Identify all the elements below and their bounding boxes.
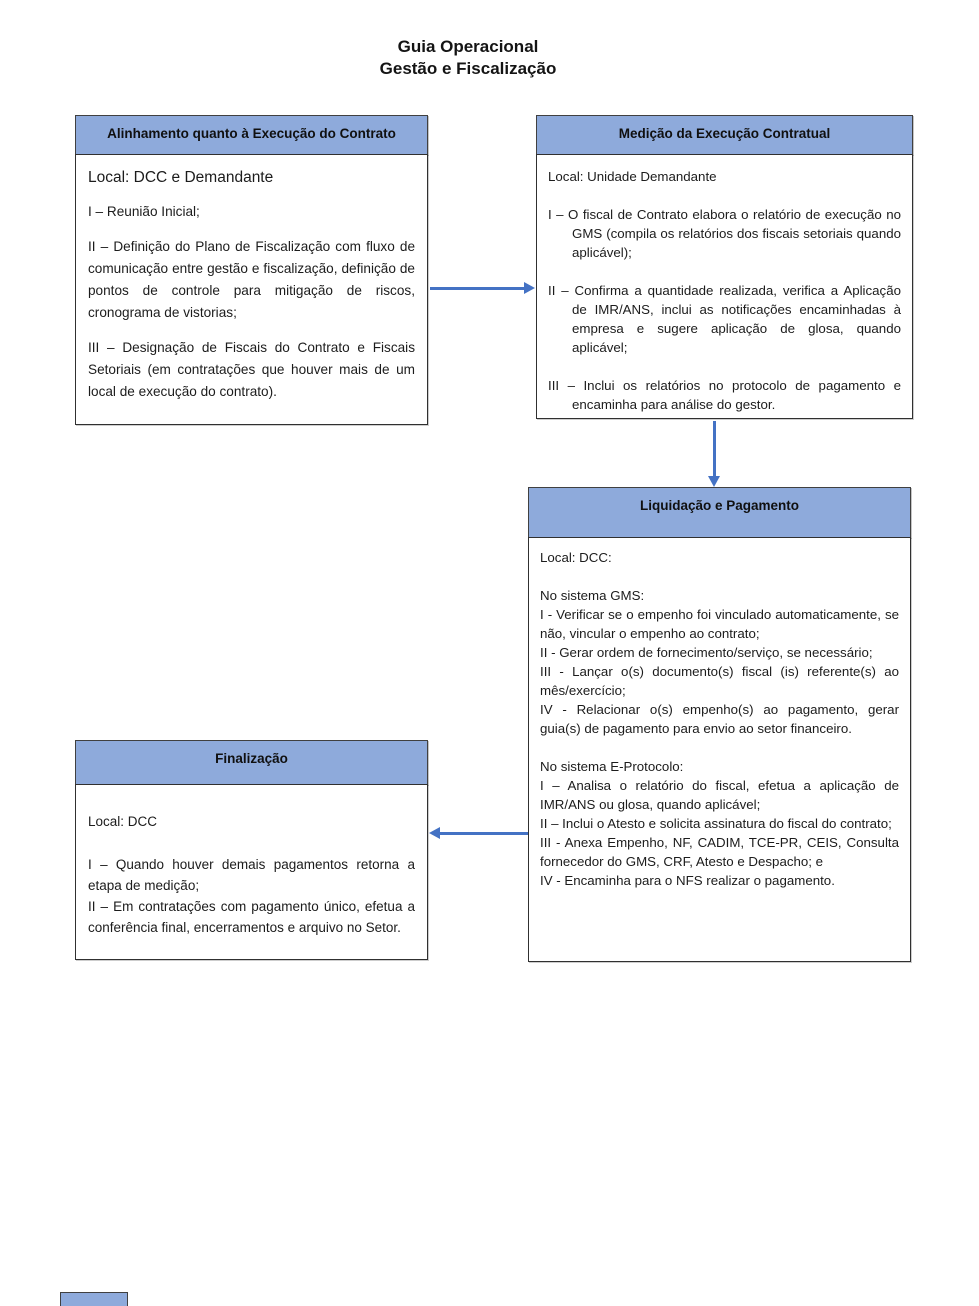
box-liquidacao-eprotocolo-item-3: III - Anexa Empenho, NF, CADIM, TCE-PR, CEIS, Consulta fornecedor do GMS, CRF, Atesto e Despacho; e	[540, 835, 899, 869]
page-title-line1: Guia Operacional	[397, 37, 539, 56]
box-finalizacao-item-1: I – Quando houver demais pagamentos retorna a etapa de medição;	[88, 857, 415, 893]
box-medicao-item-3: III – Inclui os relatórios no protocolo de pagamento e encaminha para análise do gestor.	[548, 378, 901, 412]
box-liquidacao-eprotocolo-item-2: II – Inclui o Atesto e solicita assinatura do fiscal do contrato;	[540, 816, 892, 831]
box-alinhamento-item-1: I – Reunião Inicial;	[88, 204, 200, 219]
box-liquidacao-eprotocolo-item-4: IV - Encaminha para o NFS realizar o pagamento.	[540, 873, 835, 888]
box-finalizacao-local: Local: DCC	[88, 814, 158, 829]
box-alinhamento-item-3: III – Designação de Fiscais do Contrato e Fiscais Setoriais (em contratações que houver mais de um local de execução do contrato).	[88, 340, 415, 399]
box-liquidacao-eprotocolo-item-1: I – Analisa o relatório do fiscal, efetua a aplicação de IMR/ANS ou glosa, quando aplicável;	[540, 778, 899, 812]
box-liquidacao-local: Local: DCC:	[540, 550, 612, 565]
box-medicao-item-2: II – Confirma a quantidade realizada, verifica a Aplicação de IMR/ANS, inclui as notificações encaminhadas à empresa e sugere aplicação de glosa, quando aplicável;	[548, 283, 901, 355]
box-liquidacao-gms-item-3: III - Lançar o(s) documento(s) fiscal (is) referente(s) ao mês/exercício;	[540, 664, 899, 698]
box-liquidacao-gms-heading: No sistema GMS:	[540, 588, 645, 603]
box-alinhamento-local: Local: DCC e Demandante	[88, 169, 274, 186]
box-liquidacao-gms-item-2: II - Gerar ordem de fornecimento/serviço, se necessário;	[540, 645, 873, 660]
box-finalizacao-body	[75, 784, 428, 960]
box-medicao-item-1: I – O fiscal de Contrato elabora o relatório de execução no GMS (compila os relatórios dos fiscais setoriais quando aplicável);	[548, 207, 901, 260]
box-finalizacao-header: Finalização	[75, 740, 428, 785]
arrow-down-icon	[708, 476, 720, 487]
box-finalizacao	[75, 740, 428, 960]
next-box-fragment	[60, 1292, 128, 1306]
box-liquidacao	[528, 487, 911, 962]
box-alinhamento-header: Alinhamento quanto à Execução do Contrato	[75, 115, 428, 155]
arrow-left-icon	[429, 827, 440, 839]
arrow-left-line	[440, 832, 528, 835]
box-liquidacao-section-gms	[540, 586, 899, 738]
box-medicao-local: Local: Unidade Demandante	[548, 169, 717, 184]
box-alinhamento-item-2: II – Definição do Plano de Fiscalização com fluxo de comunicação entre gestão e fiscalização, definição de pontos de controle para mitigação de riscos, cronograma de vistorias;	[88, 239, 415, 320]
arrow-down-line	[713, 421, 716, 477]
box-liquidacao-eprotocolo-heading: No sistema E-Protocolo:	[540, 759, 684, 774]
box-medicao-body	[536, 154, 913, 419]
page-title-line2: Gestão e Fiscalização	[379, 59, 557, 78]
box-medicao-header: Medição da Execução Contratual	[536, 115, 913, 155]
page-title	[0, 36, 936, 80]
box-liquidacao-gms-item-1: I - Verificar se o empenho foi vinculado automaticamente, se não, vincular o empenho ao contrato;	[540, 607, 899, 641]
box-liquidacao-section-eprotocolo	[540, 757, 899, 890]
box-finalizacao-item-2: II – Em contratações com pagamento único, efetua a conferência final, encerramentos e arquivo no Setor.	[88, 899, 415, 935]
box-liquidacao-body	[528, 537, 911, 962]
box-liquidacao-header: Liquidação e Pagamento	[528, 487, 911, 538]
arrow-right-icon	[524, 282, 535, 294]
box-alinhamento-body	[75, 154, 428, 425]
box-medicao	[536, 115, 913, 419]
box-liquidacao-gms-item-4: IV - Relacionar o(s) empenho(s) ao pagamento, gerar guia(s) de pagamento para envio ao setor financeiro.	[540, 702, 899, 736]
box-alinhamento	[75, 115, 428, 425]
arrow-right-line	[430, 287, 525, 290]
